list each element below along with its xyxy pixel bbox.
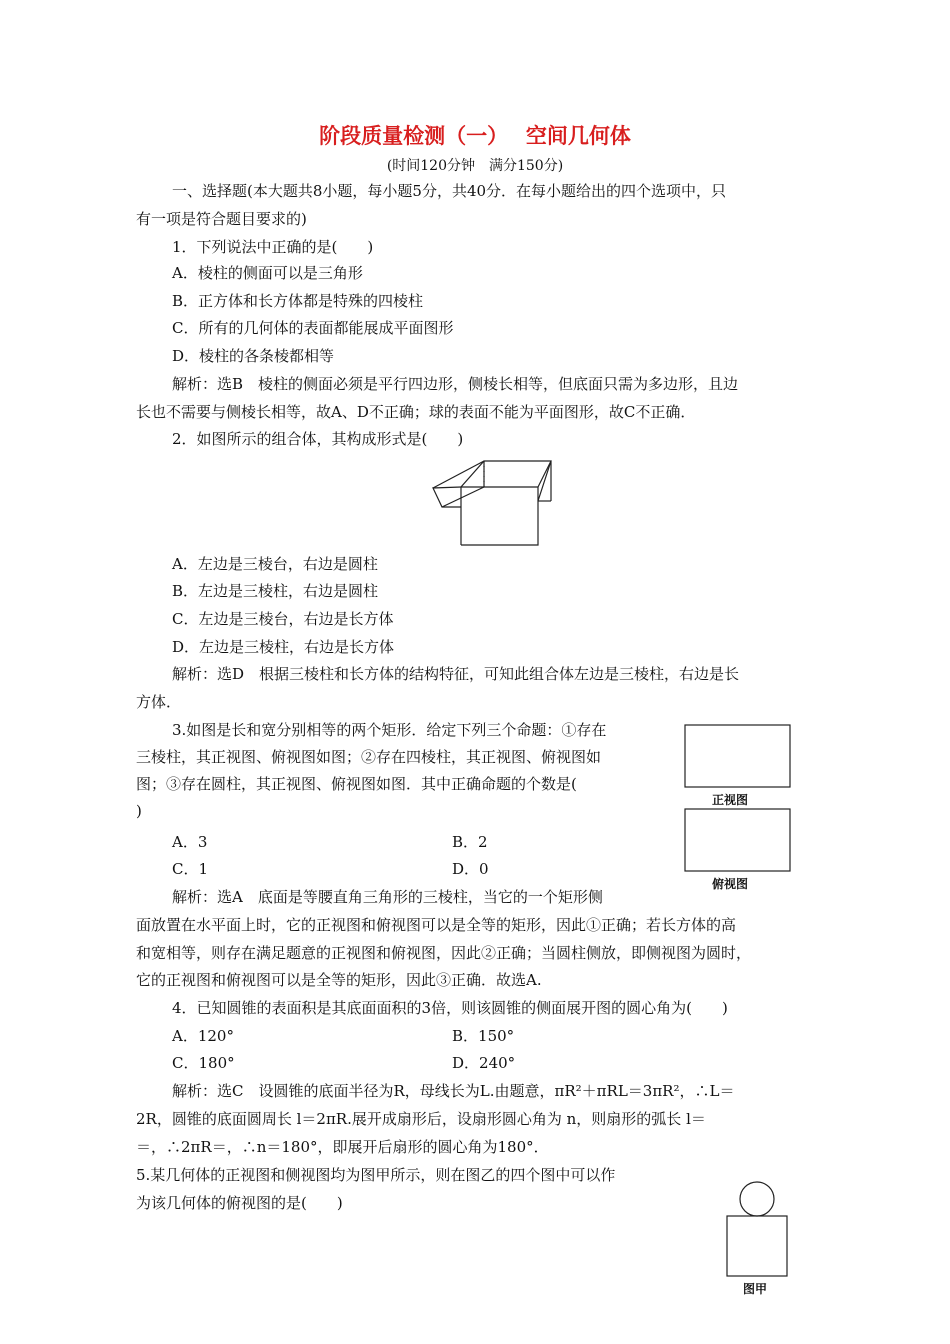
top-view-caption: 俯视图 xyxy=(712,877,749,891)
q2-solution-line2: 方体． xyxy=(136,693,182,711)
section-heading-line2: 有一项是符合题目要求的) xyxy=(136,210,307,228)
top-view-rectangle xyxy=(684,808,792,874)
q3-stem-line3: 图；③存在圆柱，其正视图、俯视图如图．其中正确命题的个数是( xyxy=(136,775,577,793)
q2-solution-line1: 解析：选D 根据三棱柱和长方体的结构特征，可知此组合体左边是三棱柱，右边是长 xyxy=(172,665,740,683)
q2-stem: 2．如图所示的组合体，其构成形式是( ) xyxy=(172,430,464,448)
q3-solution-line4: 它的正视图和俯视图可以是全等的矩形，因此③正确．故选A. xyxy=(136,971,542,989)
q2-option-b: B．左边是三棱柱，右边是圆柱 xyxy=(172,582,379,600)
section-heading-line1: 一、选择题(本大题共8小题，每小题5分，共40分．在每小题给出的四个选项中，只 xyxy=(172,182,727,200)
q1-option-b: B．正方体和长方体都是特殊的四棱柱 xyxy=(172,292,424,310)
q3-solution-line1: 解析：选A 底面是等腰直角三角形的三棱柱，当它的一个矩形侧 xyxy=(172,888,603,906)
q3-option-c: C．1 xyxy=(172,860,209,878)
q3-solution-line3: 和宽相等，则存在满足题意的正视图和俯视图，因此②正确；当圆柱侧放，即侧视图为圆时， xyxy=(136,944,752,962)
q1-option-a: A．棱柱的侧面可以是三角形 xyxy=(172,264,363,282)
q4-option-d: D．240° xyxy=(452,1054,516,1072)
q4-solution-line2: 2R，圆锥的底面圆周长 l＝2πR.展开成扇形后，设扇形圆心角为 n，则扇形的弧长 l＝ xyxy=(136,1110,706,1128)
front-view-rectangle xyxy=(684,724,792,790)
q3-option-b: B．2 xyxy=(452,833,488,851)
exam-time-info: (时间120分钟 满分150分) xyxy=(386,158,564,174)
q2-option-a: A．左边是三棱台，右边是圆柱 xyxy=(172,555,378,573)
q4-solution-line3: ＝，∴2πR＝，∴n＝180°，即展开后扇形的圆心角为180°． xyxy=(136,1138,549,1156)
q5-stem-line1: 5.某几何体的正视图和侧视图均为图甲所示，则在图乙的四个图中可以作 xyxy=(136,1166,616,1184)
figure-jia-diagram xyxy=(722,1180,792,1280)
q4-solution-line1: 解析：选C 设圆锥的底面半径为R，母线长为L.由题意，πR²＋πRL＝3πR²，∴L＝ xyxy=(172,1082,735,1100)
q1-option-d: D．棱柱的各条棱都相等 xyxy=(172,347,335,365)
q3-stem-line2: 三棱柱，其正视图、俯视图如图；②存在四棱柱，其正视图、俯视图如 xyxy=(136,748,602,766)
q3-option-a: A．3 xyxy=(172,833,208,851)
front-view-caption: 正视图 xyxy=(712,793,749,807)
q3-stem-line4: ) xyxy=(136,802,142,820)
figure-jia-caption: 图甲 xyxy=(743,1282,768,1296)
q5-stem-line2: 为该几何体的俯视图的是( ) xyxy=(136,1194,343,1212)
page-title: 阶段质量检测（一） 空间几何体 xyxy=(319,124,631,148)
q1-option-c: C．所有的几何体的表面都能展成平面图形 xyxy=(172,319,454,337)
q4-option-c: C．180° xyxy=(172,1054,235,1072)
q4-option-a: A．120° xyxy=(172,1027,234,1045)
composite-solid-figure xyxy=(428,456,558,548)
q2-option-d: D．左边是三棱柱，右边是长方体 xyxy=(172,638,395,656)
q1-solution-line2: 长也不需要与侧棱长相等，故A、D不正确；球的表面不能为平面图形，故C不正确． xyxy=(136,403,696,421)
q3-option-d: D．0 xyxy=(452,860,489,878)
q3-stem-line1: 3.如图是长和宽分别相等的两个矩形．给定下列三个命题：①存在 xyxy=(172,721,607,739)
q4-stem: 4．已知圆锥的表面积是其底面面积的3倍，则该圆锥的侧面展开图的圆心角为( ) xyxy=(172,999,728,1017)
q3-solution-line2: 面放置在水平面上时，它的正视图和俯视图可以是全等的矩形，因此①正确；若长方体的高 xyxy=(136,916,737,934)
q1-stem: 1．下列说法中正确的是( ) xyxy=(172,238,374,256)
q4-option-b: B．150° xyxy=(452,1027,515,1045)
q1-solution-line1: 解析：选B 棱柱的侧面必须是平行四边形，侧棱长相等，但底面只需为多边形，且边 xyxy=(172,375,739,393)
q2-option-c: C．左边是三棱台，右边是长方体 xyxy=(172,610,394,628)
